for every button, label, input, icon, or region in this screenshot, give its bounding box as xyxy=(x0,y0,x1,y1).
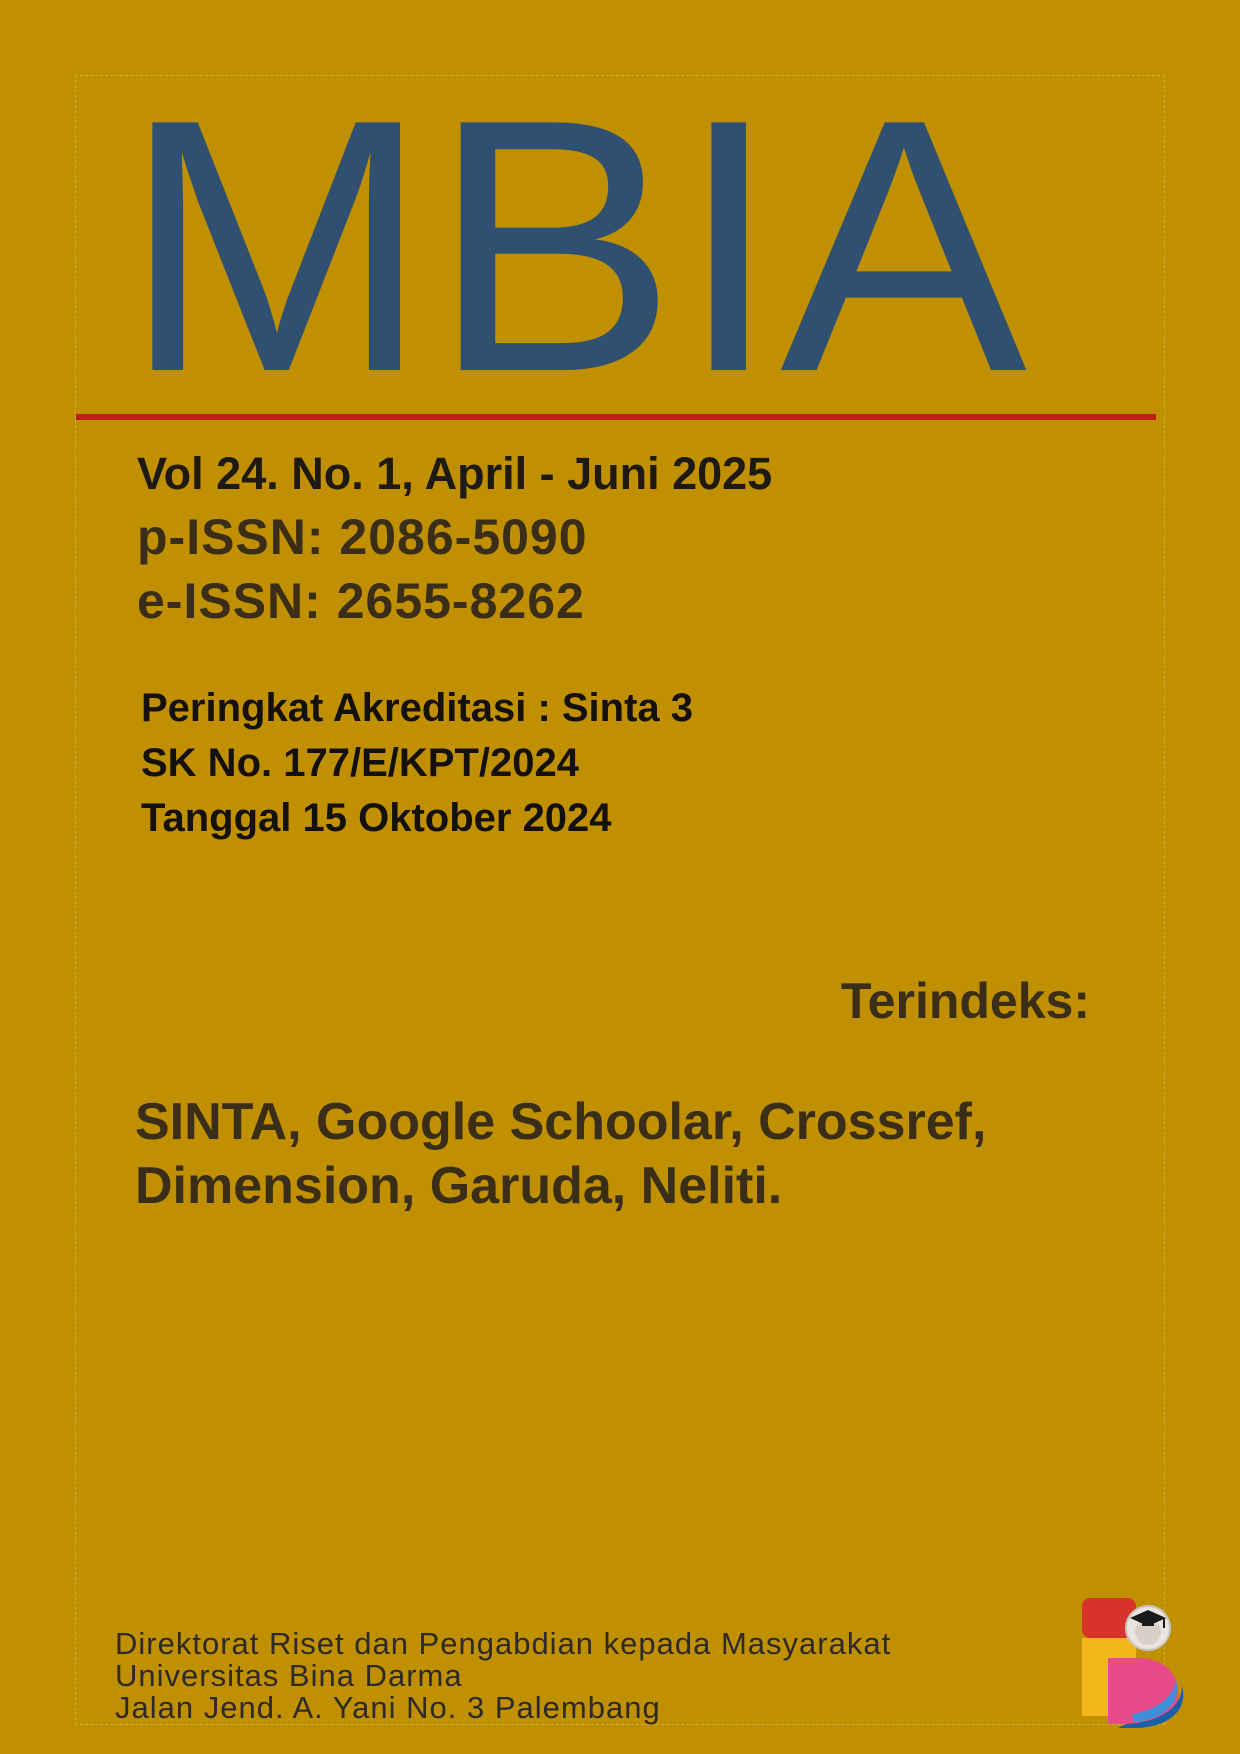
accreditation-decree: SK No. 177/E/KPT/2024 xyxy=(141,741,579,785)
issue-info: Vol 24. No. 1, April - Juni 2025 xyxy=(137,448,773,499)
indexing-line: SINTA, Google Schoolar, Crossref, xyxy=(135,1093,987,1151)
journal-title xyxy=(0,0,1240,400)
publisher-info xyxy=(115,1628,891,1724)
publisher-address: Jalan Jend. A. Yani No. 3 Palembang xyxy=(115,1690,661,1725)
indexing-list xyxy=(135,1090,1095,1218)
accreditation-rank: Peringkat Akreditasi : Sinta 3 xyxy=(141,686,694,730)
publisher-line: Direktorat Riset dan Pengabdian kepada Masyarakat xyxy=(115,1626,892,1661)
electronic-issn: e-ISSN: 2655-8262 xyxy=(137,573,585,629)
print-issn: p-ISSN: 2086-5090 xyxy=(137,509,588,565)
publisher-line: Universitas Bina Darma xyxy=(115,1658,463,1693)
accreditation-date: Tanggal 15 Oktober 2024 xyxy=(141,796,612,840)
bina-darma-logo-icon xyxy=(1078,1596,1184,1728)
indexed-label: Terindeks: xyxy=(840,973,1090,1029)
title-divider xyxy=(76,414,1156,420)
journal-title-text: MBIA xyxy=(122,45,1029,400)
indexing-line: Dimension, Garuda, Neliti. xyxy=(135,1157,783,1215)
